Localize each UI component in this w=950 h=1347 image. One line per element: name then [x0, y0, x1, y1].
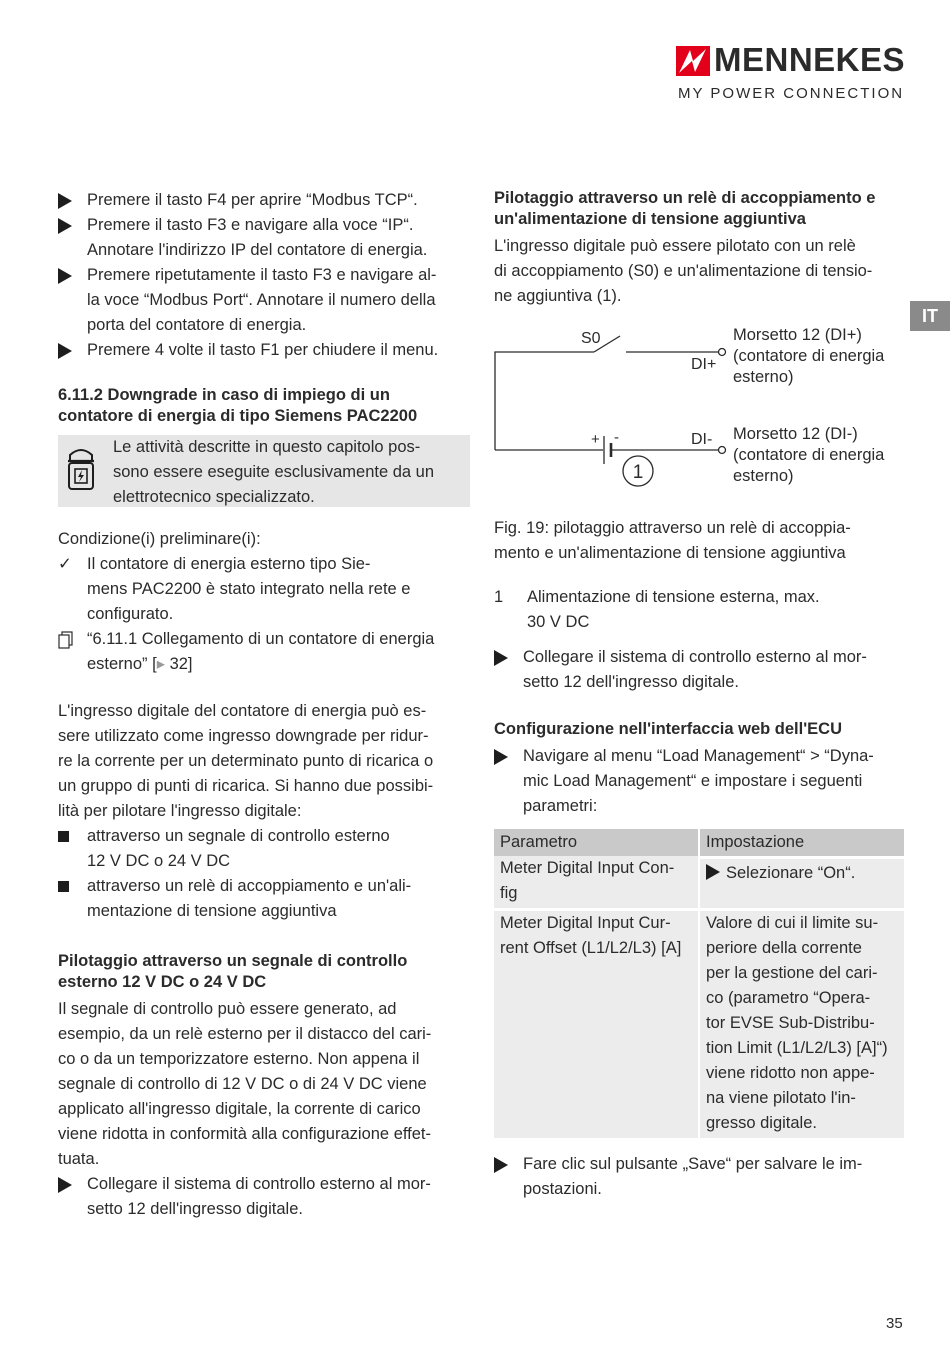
bullet-item: attraverso un relè di accoppiamento e un'ali- mentazione di tensione aggiuntiva: [58, 874, 470, 924]
document-reference-icon: [58, 631, 74, 649]
precondition-check: ✓ Il contatore di energia esterno tipo Sie- mens PAC2200 è stato integrato nella rete e configurato.: [58, 552, 470, 627]
arrow-bullet-icon: [58, 193, 72, 209]
step-item: Collegare il sistema di controllo esterno al mor- setto 12 dell'ingresso digitale.: [494, 645, 906, 695]
reference-link[interactable]: “6.11.1 Collegamento di un contatore di energia: [87, 630, 435, 648]
right-column: [494, 188, 906, 309]
left-column: [58, 188, 470, 1222]
switch-label: S0: [581, 330, 601, 347]
arrow-bullet-icon: [58, 1177, 72, 1193]
relay-paragraph: L'ingresso digitale può essere pilotato con un relè di accoppiamento (S0) e un'alimentazione di tensio- ne aggiuntiva (1).: [494, 237, 873, 305]
electrician-icon: [66, 447, 96, 491]
arrow-bullet-icon: [58, 218, 72, 234]
config-heading: Configurazione nell'interfaccia web dell'ECU: [494, 720, 842, 738]
table-cell-value: Valore di cui il limite su- periore della corrente per la gestione del cari- co (parametro “Opera- tor EVSE Sub-Distribu- tion Limit (L1/L2/L3) [A]“) viene ridotto non appe- na viene pilotato l'in- gresso digitale.: [700, 908, 904, 1138]
circuit-wire-top: [495, 352, 594, 450]
arrow-bullet-icon: [706, 864, 720, 880]
legend-number: 1: [494, 588, 504, 606]
di-plus-label: DI+: [691, 356, 717, 373]
mennekes-logo-icon: [676, 46, 710, 76]
warning-note: Le attività descritte in questo capitolo pos- sono essere eseguite esclusivamente da un elettrotecnico specializzato.: [58, 435, 470, 507]
minus-label: -: [614, 429, 619, 446]
precondition-label: Condizione(i) preliminare(i):: [58, 530, 261, 548]
square-bullet-icon: [58, 831, 69, 842]
table-header-impostazione: Impostazione: [700, 829, 904, 856]
subsection-paragraph: Il segnale di controllo può essere generato, ad esempio, da un relè esterno per il distacco del cari- co o da un temporizzatore esterno. Non appena il segnale di controllo di 12 V DC o di 24 V DC viene applicato all'ingresso digitale, la corrente di carico viene ridotta in conformità alla configurazione effet- tuata.: [58, 1000, 432, 1168]
terminal-di-minus: [719, 447, 726, 454]
step-item: Premere il tasto F3 e navigare alla voce “IP“. Annotare l'indirizzo IP del contatore di energia.: [58, 213, 470, 263]
step-item: Collegare il sistema di controllo esterno al mor- setto 12 dell'ingresso digitale.: [58, 1172, 470, 1222]
parameter-table: [492, 829, 906, 1138]
wiring-diagram: [494, 322, 730, 492]
brand-tagline: MY POWER CONNECTION: [678, 85, 905, 102]
arrow-bullet-icon: [494, 1157, 508, 1173]
arrow-bullet-icon: [58, 268, 72, 284]
plus-label: +: [591, 431, 600, 448]
step-item: Premere 4 volte il tasto F1 per chiudere il menu.: [58, 338, 470, 363]
table-header-parametro: Parametro: [494, 829, 698, 856]
arrow-bullet-icon: [494, 650, 508, 666]
step-item: Fare clic sul pulsante „Save“ per salvare le im- postazioni.: [494, 1152, 906, 1202]
right-column-lower: [494, 516, 906, 1202]
figure-caption: Fig. 19: pilotaggio attraverso un relè di accoppia- mento e un'alimentazione di tensione aggiuntiva: [494, 519, 851, 562]
table-row: [494, 856, 904, 908]
precondition-reference: “6.11.1 Collegamento di un contatore di energia esterno” [▸ 32]: [58, 627, 470, 677]
terminal-di-plus: [719, 349, 726, 356]
terminal-2-label: Morsetto 12 (DI-) (contatore di energia esterno): [733, 425, 885, 485]
arrow-bullet-icon: [494, 749, 508, 765]
table-cell-param: Meter Digital Input Cur- rent Offset (L1/L2/L3) [A]: [494, 908, 698, 1138]
step-item: Navigare al menu “Load Management“ > “Dyna- mic Load Management“ e impostare i seguenti parametri:: [494, 744, 906, 819]
legend-item: 1 Alimentazione di tensione esterna, max. 30 V DC: [494, 585, 906, 635]
table-cell-param: Meter Digital Input Con- fig: [494, 856, 698, 908]
page-number: 35: [886, 1315, 903, 1332]
di-minus-label: DI-: [691, 431, 713, 448]
intro-paragraph: L'ingresso digitale del contatore di energia può es- sere utilizzato come ingresso downgrade per ridur- re la corrente per un determinato punto di ricarica o un gruppo di punti di ricarica. Si hanno due possibi- lità per pilotare l'ingresso digitale:: [58, 702, 434, 820]
table-header-row: [494, 829, 904, 856]
brand-name: MENNEKES: [714, 41, 906, 78]
page-link-arrow-icon: ▸: [156, 655, 165, 673]
step-item: Premere ripetutamente il tasto F3 e navigare al- la voce “Modbus Port“. Annotare il numero della porta del contatore di energia.: [58, 263, 470, 338]
arrow-bullet-icon: [58, 343, 72, 359]
terminal-1-label: Morsetto 12 (DI+) (contatore di energia esterno): [733, 326, 885, 386]
step-item: Premere il tasto F4 per aprire “Modbus TCP“.: [58, 188, 470, 213]
square-bullet-icon: [58, 881, 69, 892]
table-cell-value: Selezionare “On“.: [700, 856, 904, 908]
brand-logo: [676, 42, 908, 104]
relay-heading: Pilotaggio attraverso un relè di accoppiamento e un'alimentazione di tensione aggiuntiva: [494, 189, 876, 228]
table-row: [494, 908, 904, 1138]
bullet-item: attraverso un segnale di controllo esterno 12 V DC o 24 V DC: [58, 824, 470, 874]
subsection-heading: Pilotaggio attraverso un segnale di controllo esterno 12 V DC o 24 V DC: [58, 952, 408, 991]
language-tab: IT: [910, 301, 950, 331]
section-heading: 6.11.2 Downgrade in caso di impiego di un contatore di energia di tipo Siemens PAC2200: [58, 386, 418, 425]
check-icon: ✓: [58, 555, 72, 573]
source-callout-number: 1: [632, 462, 644, 483]
